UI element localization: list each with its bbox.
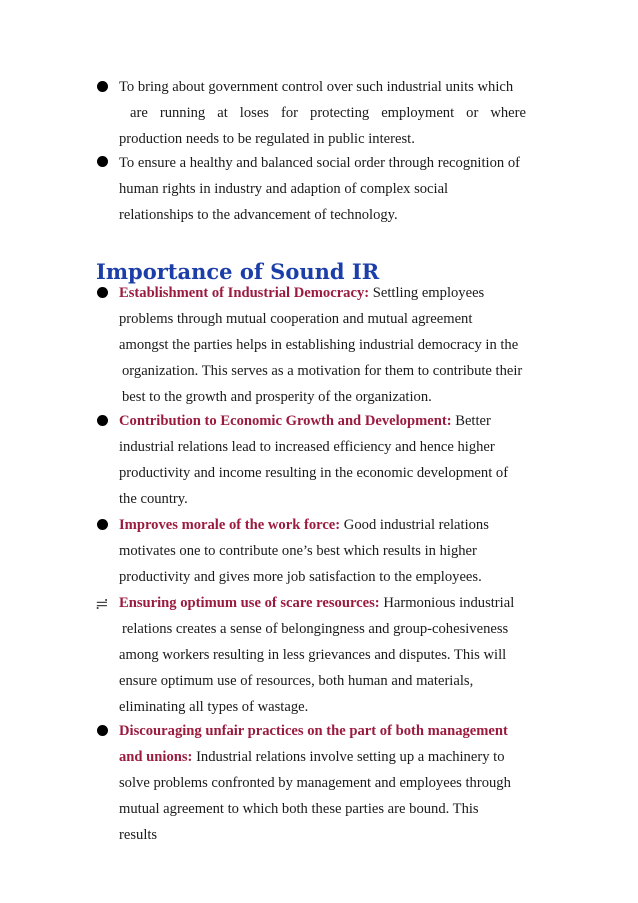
paragraph-line: eliminating all types of wastage. — [119, 699, 309, 715]
paragraph-line: the country. — [119, 491, 188, 507]
point-lead: Establishment of Industrial Democracy: — [119, 285, 370, 301]
point-lead: and unions: — [119, 749, 193, 765]
paragraph-line: industrial relations lead to increased efficiency and hence higher — [119, 439, 495, 455]
paragraph-line: mutual agreement to which both these parties are bound. This — [119, 801, 479, 817]
paragraph-line: relations creates a sense of belongingness and group-cohesiveness — [122, 621, 509, 637]
point-first-line — [119, 516, 489, 534]
bullet-icon — [97, 287, 108, 298]
point-text: Good industrial relations — [340, 517, 489, 533]
point-lead: Contribution to Economic Growth and Development: — [119, 413, 452, 429]
paragraph-line: amongst the parties helps in establishing industrial democracy in the — [119, 337, 519, 353]
point-first-line — [119, 412, 491, 430]
paragraph-line: among workers resulting in less grievances and disputes. This will — [119, 647, 507, 663]
point-text: Harmonious industrial — [379, 595, 515, 611]
point-text: Industrial relations involve setting up a machinery to — [192, 749, 505, 765]
section-heading: Importance of Sound IR — [96, 259, 380, 284]
paragraph-line: productivity and income resulting in the economic development of — [119, 465, 509, 481]
equals-bullet-icon: ≓ — [95, 594, 109, 613]
point-lead: Ensuring optimum use of scare resources: — [119, 595, 380, 611]
bullet-icon — [97, 156, 108, 167]
paragraph-line: problems through mutual cooperation and mutual agreement — [119, 311, 473, 327]
paragraph-line: production needs to be regulated in public interest. — [119, 131, 415, 147]
point-first-line — [119, 594, 514, 612]
paragraph-line: human rights in industry and adaption of complex social — [119, 181, 449, 197]
bullet-icon — [97, 519, 108, 530]
paragraph-line: ensure optimum use of resources, both human and materials, — [119, 673, 474, 689]
paragraph-line: motivates one to contribute one’s best which results in higher — [119, 543, 477, 559]
paragraph-line: To bring about government control over such industrial units which — [119, 79, 514, 95]
paragraph-line: are running at loses for protecting employment or where — [130, 105, 526, 121]
point-text: Better — [451, 413, 491, 429]
paragraph-line: solve problems confronted by management and employees through — [119, 775, 511, 791]
point-first-line — [119, 284, 484, 302]
bullet-icon — [97, 81, 108, 92]
paragraph-line: relationships to the advancement of technology. — [119, 207, 398, 223]
point-first-line — [119, 748, 505, 766]
paragraph-line: organization. This serves as a motivation for them to contribute their — [122, 363, 523, 379]
point-lead: Improves morale of the work force: — [119, 517, 341, 533]
paragraph-line: best to the growth and prosperity of the organization. — [122, 389, 432, 405]
point-lead: Discouraging unfair practices on the part of both management — [119, 723, 508, 739]
bullet-icon — [97, 415, 108, 426]
bullet-icon — [97, 725, 108, 736]
paragraph-line: productivity and gives more job satisfaction to the employees. — [119, 569, 482, 585]
paragraph-line: To ensure a healthy and balanced social order through recognition of — [119, 155, 520, 171]
point-text: Settling employees — [369, 285, 485, 301]
paragraph-line: results — [119, 827, 158, 843]
